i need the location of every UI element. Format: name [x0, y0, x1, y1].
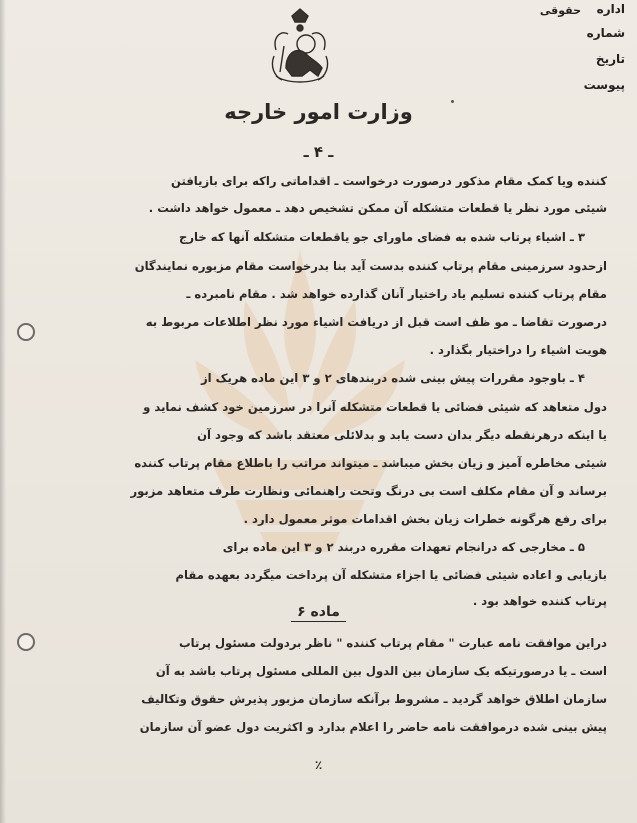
body-line: پرتاب کننده خواهد بود . — [472, 594, 607, 608]
article-line: دراین موافقت نامه عبارت " مقام پرتاب کننده " ناظر بردولت مسئول پرتاب — [179, 636, 607, 650]
date-label: تاریخ — [595, 52, 625, 66]
attachment-label: پیوست — [583, 78, 625, 92]
body-line: دول متعاهد که شیئی فضائی یا قطعات متشکله آنرا در سرزمین خود کشف نماید و — [143, 400, 607, 414]
body-line: برای رفع هرگونه خطرات زیان بخش اقدامات موثر معمول دارد . — [243, 512, 607, 526]
article-heading — [0, 604, 637, 620]
ministry-title: وزارت امور خارجه — [224, 100, 413, 124]
punch-hole-upper — [17, 323, 35, 341]
article-title: ماده ۶ — [291, 604, 346, 622]
body-line: ۳ ـ اشیاء پرتاب شده به فضای ماورای جو یاقطعات متشکله آنها که خارج — [179, 230, 585, 244]
article-line: پیش بینی شده درموافقت نامه حاضر را اعلام بدارد و اکثریت دول عضو آن سازمان — [139, 720, 607, 734]
body-line: ۵ ـ مخارجی که درانجام تعهدات مقرره دربند ۲ و ۳ این ماده برای — [222, 540, 585, 554]
document-reference-note — [537, 0, 633, 115]
body-line: ۴ ـ باوجود مقررات پیش بینی شده دربندهای ۲ و ۳ این ماده هریک از — [200, 371, 585, 385]
body-line: ازحدود سرزمینی مقام پرتاب کننده بدست آید بنا بدرخواست مقام مزبوره نمایندگان — [134, 259, 607, 273]
body-line: درصورت تقاضا ـ مو ظف است قبل از دریافت اشیاء مورد نظر اطلاعات مربوط به — [145, 315, 607, 329]
number-label: شماره — [586, 26, 625, 40]
body-line: کننده ویا کمک مقام مذکور درصورت درخواست ـ اقداماتی راکه برای بازیافتن — [171, 174, 607, 188]
body-line: شیئی مورد نظر یا قطعات متشکله آن ممکن تشخیص دهد ـ معمول خواهد داشت . — [148, 201, 607, 215]
body-line: بازیابی و اعاده شیئی فضائی یا اجزاء متشکله آن پرداخت میگردد بعهده مقام — [175, 568, 607, 582]
page-number: ـ ۴ ـ — [303, 143, 334, 161]
body-line: مقام پرتاب کننده تسلیم یاد راختیار آنان گذارده خواهد شد . مقام نامبرده ـ — [186, 287, 607, 301]
department-label: اداره — [596, 2, 625, 16]
article-line: سازمان اطلاق خواهد گردید ـ مشروط برآنکه سازمان مزبور پذیرش حقوق وتکالیف — [141, 692, 607, 706]
body-line: شیئی مخاطره آمیز و زیان بخش میباشد ـ میتواند مراتب را باطلاع مقام پرتاب کننده — [134, 456, 607, 470]
page-footer-mark: ٪ — [314, 758, 323, 772]
body-line: یا اینکه درهرنقطه دیگر بدان دست یابد و بدلائلی معتقد باشد که وجود آن — [197, 428, 607, 442]
department-value: حقوقی — [539, 4, 581, 17]
body-line: برساند و آن مقام مکلف است بی درنگ وتحت راهنمائی ونظارت طرف متعاهد مزبور — [130, 484, 607, 498]
lion-and-sun-emblem-icon — [262, 6, 338, 88]
punch-hole-lower — [17, 633, 35, 651]
article-line: است ـ یا درصورتیکه یک سازمان بین الدول بین المللی مسئول پرتاب باشد به آن — [155, 664, 607, 678]
body-line: هویت اشیاء را دراختیار بگذارد . — [429, 343, 607, 357]
